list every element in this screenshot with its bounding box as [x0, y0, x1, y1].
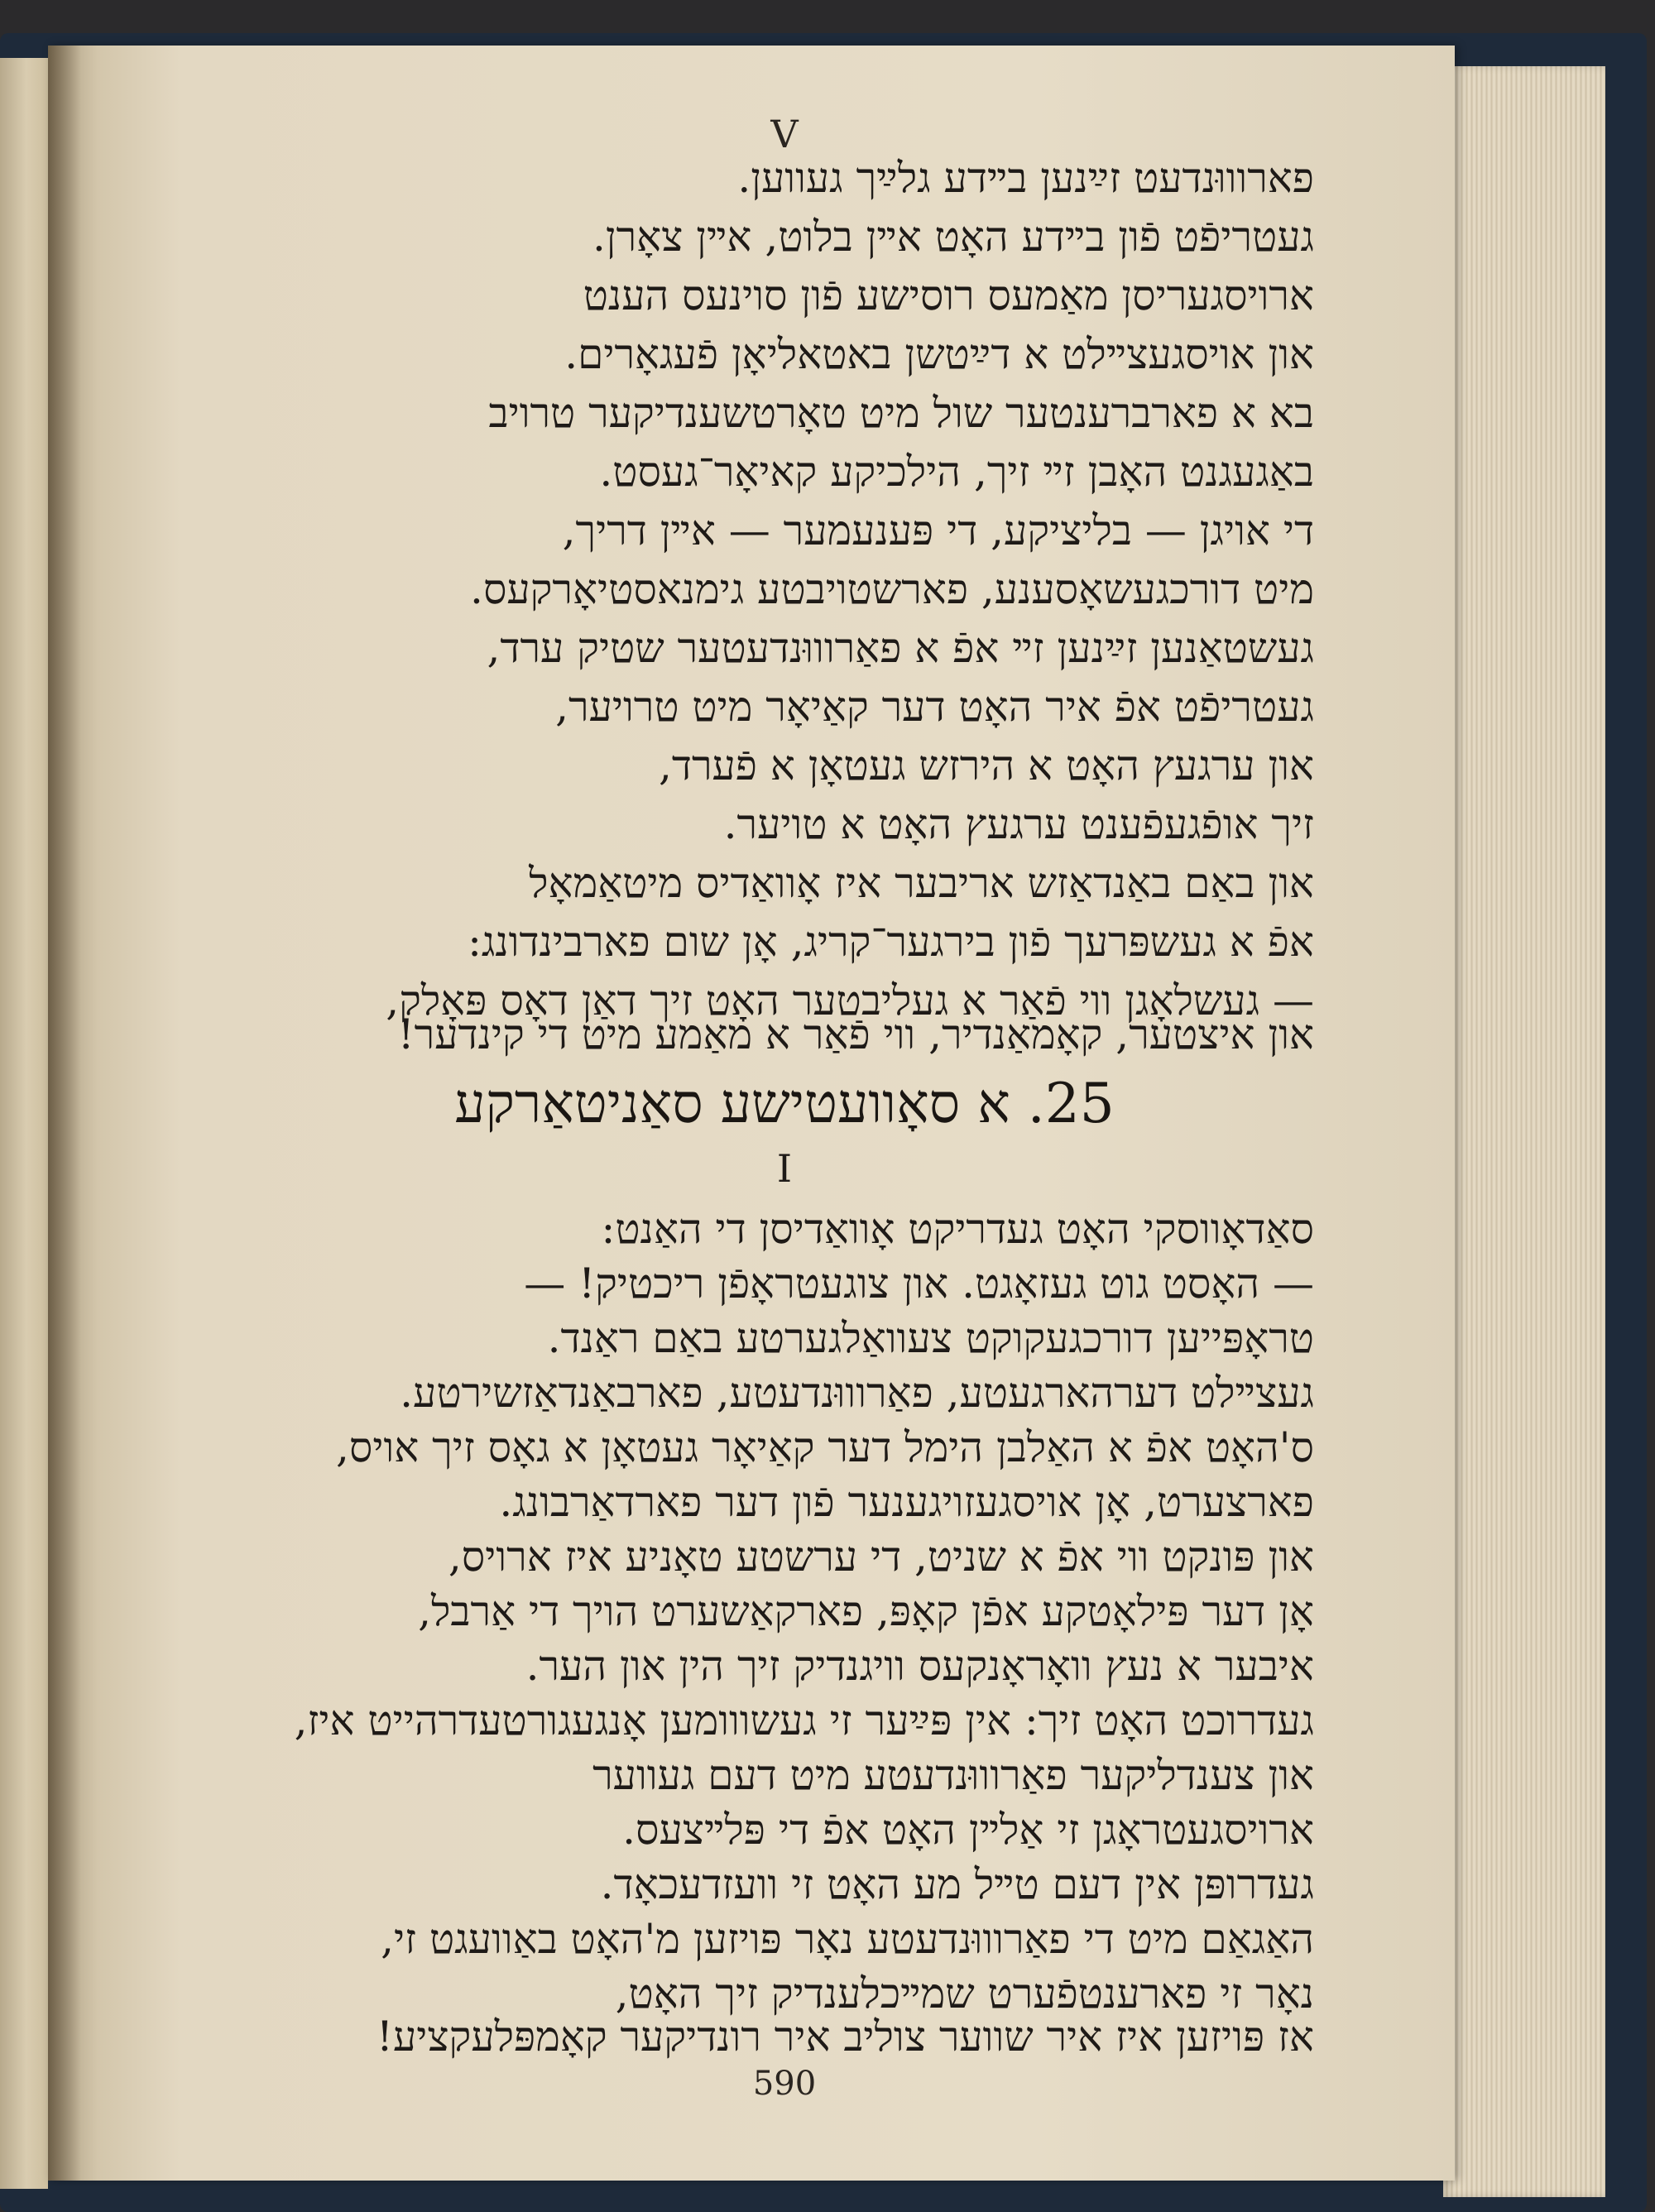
- left-page-edge: [0, 58, 48, 2189]
- poem-line: געדרוכט האָט זיך: אין פּײַער זי געשווומען אָנגעגורטעדרהייט איז,: [294, 1696, 1314, 1744]
- poem-line: ס'האָט אפֿ א האַלבן הימל דער קאַיאָר געטאָן א גאָס זיך אויס,: [336, 1423, 1314, 1471]
- poem-line: אפֿ א געשפּרעך פֿון בירגער־קריג, אָן שום פארבינדונג:: [468, 918, 1314, 966]
- poem-line: פארצערט, אָן אויסגעזויגענער פֿון דער פארדאַרבונג.: [499, 1478, 1314, 1526]
- section-number: I: [776, 1146, 793, 1191]
- poem-title: 25. א סאָוועטישע סאַניטאַרקע: [454, 1072, 1115, 1135]
- poem-line: — האָסט גוט געזאָגט. און צוגעטראָפֿן ריכטיק! —: [524, 1260, 1314, 1308]
- poem-line: געטריפֿט אפֿ איר האָט דער קאַיאָר מיט טרויער,: [555, 683, 1314, 731]
- poem-line: און צענדליקער פאַרוווּנדעטע מיט דעם געווער: [592, 1751, 1314, 1799]
- poem-line: האַגאַם מיט די פאַרוווּנדעטע נאָר פּויזען מ'האָט באַוועגט זי,: [381, 1915, 1314, 1963]
- text-block: [255, 46, 1314, 2181]
- poem-line: ארויסגעריסן מאַמעס רוסישע פֿון סוינעס הענט: [583, 271, 1314, 319]
- poem-line: — געשלאָגן ווי פֿאַר א געליבטער האָט זיך דאַן דאָס פּאָלק,: [386, 976, 1314, 1024]
- poem-line: מיט דורכגעשאָסענע, פארשטויבטע גימנאסטיאָרקעס.: [470, 565, 1314, 613]
- poem-line: באַגעגנט האָבן זײ זיך, הילכיקע קאיאָר־געסט.: [599, 448, 1314, 496]
- page-number: 590: [752, 2065, 817, 2103]
- poem-line: אָן דער פּילאָטקע אפֿן קאָפּ, פארקאַשערט הויך די אַרבל,: [418, 1587, 1314, 1635]
- poem-line: פארוווּנדעט זײַנען בײדע גלײַך געווען.: [737, 154, 1314, 202]
- poem-line: און פּונקט ווי אפֿ א שניט, די ערשטע טאָניע איז ארויס,: [448, 1533, 1314, 1581]
- poem-line: און איצטער, קאָמאַנדיר, ווי פֿאַר א מאַמע מיט די קינדער!: [397, 1010, 1314, 1058]
- poem-line: איבער א נעץ וואָראָנקעס וויגנדיק זיך הין און הער.: [525, 1642, 1314, 1690]
- page-fore-edge: [1443, 66, 1605, 2197]
- poem-line: סאַדאָווסקי האָט געדריקט אָוואַדיסן די האַנט:: [601, 1205, 1314, 1253]
- spine-shadow: [48, 46, 81, 2181]
- poem-line: בא א פארברענטער שול מיט טאָרטשענדיקער טרויב: [488, 389, 1314, 437]
- book-page: [48, 46, 1455, 2181]
- poem-line: און אויסגעצײלט א דײַטשן באטאליאָן פֿעגאָרים.: [564, 330, 1314, 378]
- poem-line: די אויגן — בליציקע, די פּענעמער — אײן דריך,: [562, 506, 1314, 554]
- poem-line: ארויסגעטראָגן זי אַלײן האָט אפֿ די פּלײצעס.: [622, 1806, 1314, 1854]
- poem-line: זיך אופֿגעפֿענט ערגעץ האָט א טויער.: [723, 800, 1314, 848]
- poem-line: אז פּויזען איז איר שווער צוליב איר רונדיקער קאָמפּלעקציע!: [376, 2013, 1314, 2061]
- poem-line: געצײלט דערהארגעטע, פאַרוווּנדעטע, פארבאַנדאַזשירטע.: [400, 1369, 1314, 1417]
- poem-line: געשטאַנען זײַנען זײ אפֿ א פאַרוווּנדעטער שטיק ערד,: [487, 624, 1314, 672]
- poem-line: און באַם באַנדאַזש אריבער איז אָוואַדיס מיטאַמאָל: [529, 859, 1314, 907]
- section-header: V: [770, 112, 799, 156]
- poem-line: טראָפּייען דורכגעקוקט צעוואַלגערטע באַם ראַנד.: [547, 1314, 1314, 1362]
- poem-line: נאָר זי פארענטפֿערט שמײכלענדיק זיך האָט,: [615, 1970, 1314, 2018]
- poem-line: געטריפֿט פֿון בײדע האָט אײן בלוט, אײן צאָרן.: [592, 213, 1314, 261]
- poem-line: געדרופּן אין דעם טײל מע האָט זי וועזדעכאָד.: [600, 1860, 1314, 1908]
- poem-line: און ערגעץ האָט א הירזש געטאָן א פֿערד,: [659, 741, 1314, 789]
